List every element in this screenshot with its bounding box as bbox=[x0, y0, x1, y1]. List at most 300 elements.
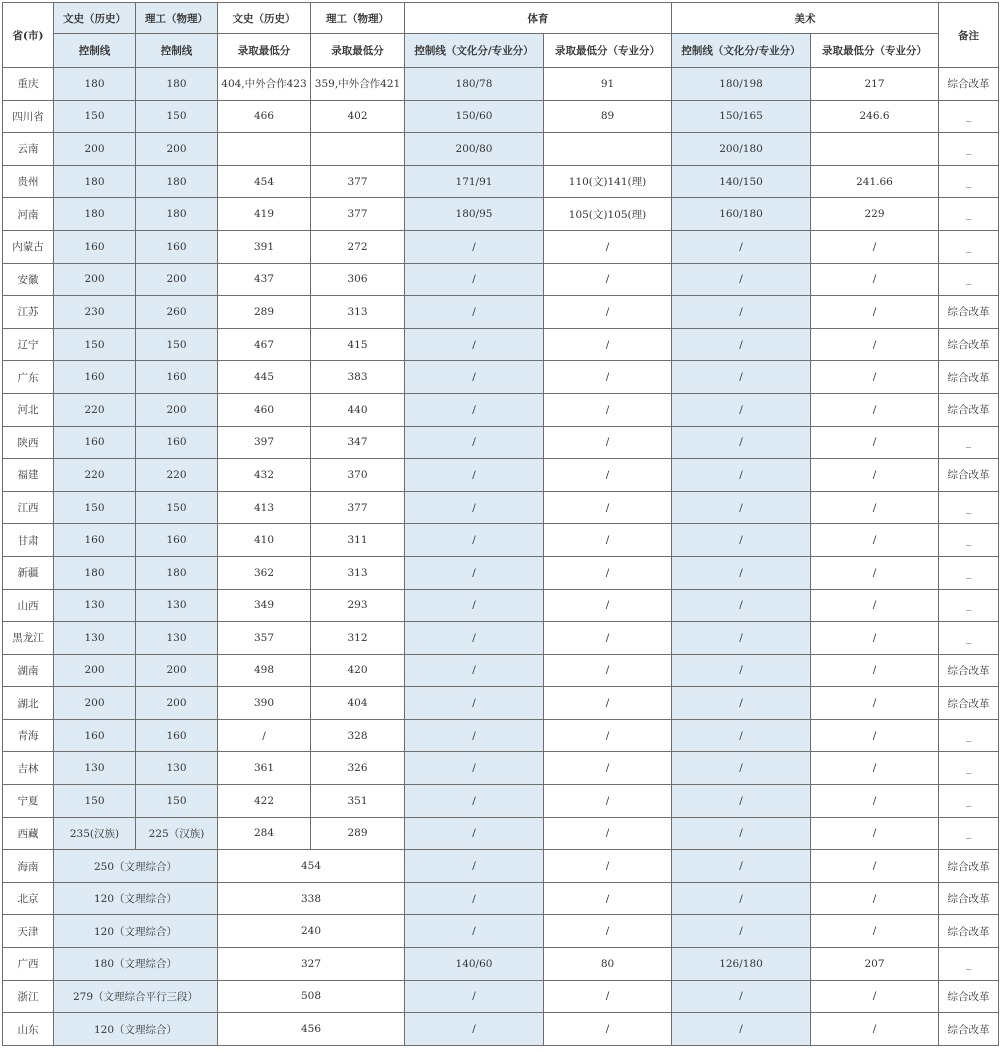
table-row bbox=[3, 785, 999, 818]
remark-cell: _ bbox=[939, 198, 999, 231]
art-min-cell: / bbox=[811, 915, 939, 948]
remark-cell: 综合改革 bbox=[939, 915, 999, 948]
remark-cell: 综合改革 bbox=[939, 68, 999, 101]
province-cell: 陕西 bbox=[3, 426, 54, 459]
table-row bbox=[3, 1013, 999, 1046]
li-control-cell: 150 bbox=[136, 785, 218, 818]
table-row bbox=[3, 198, 999, 231]
art-min-cell: / bbox=[811, 328, 939, 361]
province-cell: 福建 bbox=[3, 459, 54, 492]
wen-min-cell: 422 bbox=[218, 785, 311, 818]
table-row bbox=[3, 589, 999, 622]
table-row bbox=[3, 361, 999, 394]
art-control-cell: 126/180 bbox=[672, 948, 811, 981]
art-min-cell: / bbox=[811, 426, 939, 459]
combined-min-cell: 327 bbox=[218, 948, 405, 981]
province-cell: 安徽 bbox=[3, 263, 54, 296]
wen-min-cell: 498 bbox=[218, 654, 311, 687]
table-row bbox=[3, 459, 999, 492]
li-min-cell: 313 bbox=[311, 556, 405, 589]
table-row bbox=[3, 622, 999, 655]
art-control-cell: / bbox=[672, 328, 811, 361]
li-min-cell bbox=[311, 133, 405, 166]
remark-cell: 综合改革 bbox=[939, 328, 999, 361]
pe-control-cell: / bbox=[405, 915, 544, 948]
pe-control-cell: 150/60 bbox=[405, 100, 544, 133]
li-min-cell: 312 bbox=[311, 622, 405, 655]
pe-control-cell: 200/80 bbox=[405, 133, 544, 166]
li-control-cell: 200 bbox=[136, 263, 218, 296]
table-row bbox=[3, 328, 999, 361]
province-cell: 山西 bbox=[3, 589, 54, 622]
combined-control-cell: 279（文理综合平行三段） bbox=[54, 980, 218, 1013]
province-cell: 天津 bbox=[3, 915, 54, 948]
wen-control-cell: 150 bbox=[54, 100, 136, 133]
province-cell: 浙江 bbox=[3, 980, 54, 1013]
header-row-2 bbox=[3, 34, 999, 68]
li-min-cell: 313 bbox=[311, 296, 405, 329]
table-row bbox=[3, 980, 999, 1013]
combined-min-cell: 508 bbox=[218, 980, 405, 1013]
wen-min-cell: 410 bbox=[218, 524, 311, 557]
province-cell: 青海 bbox=[3, 719, 54, 752]
li-min-cell: 326 bbox=[311, 752, 405, 785]
art-control-cell: / bbox=[672, 719, 811, 752]
combined-min-cell: 456 bbox=[218, 1013, 405, 1046]
wen-min-cell: 445 bbox=[218, 361, 311, 394]
pe-control-cell: 180/78 bbox=[405, 68, 544, 101]
li-control-cell: 200 bbox=[136, 687, 218, 720]
table-row bbox=[3, 850, 999, 883]
pe-min-cell: 80 bbox=[544, 948, 672, 981]
pe-min-cell: / bbox=[544, 328, 672, 361]
pe-control-cell: 171/91 bbox=[405, 165, 544, 198]
combined-control-cell: 120（文理综合） bbox=[54, 915, 218, 948]
art-min-cell: / bbox=[811, 817, 939, 850]
combined-control-cell: 120（文理综合） bbox=[54, 882, 218, 915]
li-min-cell: 370 bbox=[311, 459, 405, 492]
pe-min-cell: / bbox=[544, 915, 672, 948]
art-control-cell: 180/198 bbox=[672, 68, 811, 101]
pe-min-cell: 110(文)141(理) bbox=[544, 165, 672, 198]
pe-min-cell: / bbox=[544, 752, 672, 785]
province-cell: 广西 bbox=[3, 948, 54, 981]
table-row bbox=[3, 491, 999, 524]
table-row bbox=[3, 719, 999, 752]
pe-control-cell: / bbox=[405, 328, 544, 361]
pe-min-cell: 91 bbox=[544, 68, 672, 101]
wen-control-cell: 160 bbox=[54, 426, 136, 459]
remark-cell: _ bbox=[939, 589, 999, 622]
remark-cell: _ bbox=[939, 230, 999, 263]
li-control-cell: 225（汉族) bbox=[136, 817, 218, 850]
combined-min-cell: 454 bbox=[218, 850, 405, 883]
wen-min-cell: 419 bbox=[218, 198, 311, 231]
art-min-cell: 241.66 bbox=[811, 165, 939, 198]
wen-min-cell bbox=[218, 133, 311, 166]
wen-min-cell: 362 bbox=[218, 556, 311, 589]
pe-control-cell: / bbox=[405, 882, 544, 915]
province-cell: 重庆 bbox=[3, 68, 54, 101]
art-min-cell: 246.6 bbox=[811, 100, 939, 133]
wen-min-cell: / bbox=[218, 719, 311, 752]
li-min-cell: 383 bbox=[311, 361, 405, 394]
wen-control-cell: 130 bbox=[54, 589, 136, 622]
art-control-cell: / bbox=[672, 393, 811, 426]
pe-control-cell: / bbox=[405, 719, 544, 752]
table-row bbox=[3, 817, 999, 850]
art-min-cell: / bbox=[811, 263, 939, 296]
pe-min-cell: / bbox=[544, 719, 672, 752]
wen-control-cell: 200 bbox=[54, 654, 136, 687]
pe-control-cell: / bbox=[405, 1013, 544, 1046]
table-row bbox=[3, 230, 999, 263]
table-row bbox=[3, 133, 999, 166]
li-control-cell: 160 bbox=[136, 361, 218, 394]
wen-min-cell: 467 bbox=[218, 328, 311, 361]
pe-min-cell: / bbox=[544, 882, 672, 915]
pe-control-cell: / bbox=[405, 263, 544, 296]
table-row bbox=[3, 654, 999, 687]
art-control-cell: / bbox=[672, 459, 811, 492]
pe-min-cell: / bbox=[544, 980, 672, 1013]
pe-min-cell bbox=[544, 133, 672, 166]
combined-control-cell: 120（文理综合） bbox=[54, 1013, 218, 1046]
remark-cell: 综合改革 bbox=[939, 980, 999, 1013]
li-control-cell: 180 bbox=[136, 556, 218, 589]
table-row bbox=[3, 752, 999, 785]
art-min-cell: / bbox=[811, 719, 939, 752]
pe-min-cell: / bbox=[544, 361, 672, 394]
pe-control-cell: / bbox=[405, 393, 544, 426]
li-min-cell: 306 bbox=[311, 263, 405, 296]
art-min-cell: / bbox=[811, 622, 939, 655]
remark-cell: _ bbox=[939, 622, 999, 655]
wen-min-cell: 404,中外合作423 bbox=[218, 68, 311, 101]
li-min-cell: 347 bbox=[311, 426, 405, 459]
li-physics-header: 理工（物理） bbox=[136, 3, 218, 34]
remark-cell: 综合改革 bbox=[939, 1013, 999, 1046]
art-control-cell: / bbox=[672, 556, 811, 589]
table-row bbox=[3, 296, 999, 329]
wen-control-cell: 160 bbox=[54, 230, 136, 263]
li-control-cell: 180 bbox=[136, 198, 218, 231]
province-cell: 甘肃 bbox=[3, 524, 54, 557]
province-cell: 宁夏 bbox=[3, 785, 54, 818]
art-min-cell: / bbox=[811, 459, 939, 492]
pe-control-cell: / bbox=[405, 622, 544, 655]
wen-control-cell: 150 bbox=[54, 491, 136, 524]
remark-cell: _ bbox=[939, 100, 999, 133]
pe-min-cell: 105(文)105(理) bbox=[544, 198, 672, 231]
pe-control-cell: / bbox=[405, 426, 544, 459]
li-physics-header-2: 理工（物理） bbox=[311, 3, 405, 34]
art-control-cell: / bbox=[672, 361, 811, 394]
li-control-cell: 130 bbox=[136, 752, 218, 785]
remark-cell: _ bbox=[939, 524, 999, 557]
province-header: 省(市) bbox=[3, 3, 54, 68]
wen-control-cell: 200 bbox=[54, 687, 136, 720]
wen-control-cell: 230 bbox=[54, 296, 136, 329]
li-min-cell: 311 bbox=[311, 524, 405, 557]
art-min-cell: / bbox=[811, 491, 939, 524]
province-cell: 四川省 bbox=[3, 100, 54, 133]
pe-control-header: 控制线（文化分/专业分） bbox=[405, 34, 544, 68]
pe-min-cell: / bbox=[544, 622, 672, 655]
art-min-cell: / bbox=[811, 393, 939, 426]
province-cell: 河北 bbox=[3, 393, 54, 426]
wen-control-cell: 180 bbox=[54, 165, 136, 198]
li-min-cell: 272 bbox=[311, 230, 405, 263]
pe-control-cell: / bbox=[405, 491, 544, 524]
li-min-cell: 402 bbox=[311, 100, 405, 133]
li-control-cell: 150 bbox=[136, 491, 218, 524]
art-min-cell: / bbox=[811, 882, 939, 915]
remark-cell: 综合改革 bbox=[939, 361, 999, 394]
pe-control-cell: / bbox=[405, 817, 544, 850]
art-min-cell: / bbox=[811, 524, 939, 557]
province-cell: 湖南 bbox=[3, 654, 54, 687]
pe-control-cell: / bbox=[405, 296, 544, 329]
wen-control-cell: 200 bbox=[54, 263, 136, 296]
remark-cell: _ bbox=[939, 752, 999, 785]
art-control-cell: / bbox=[672, 687, 811, 720]
wen-min-cell: 390 bbox=[218, 687, 311, 720]
li-control-cell: 200 bbox=[136, 133, 218, 166]
art-min-cell: 217 bbox=[811, 68, 939, 101]
li-control-cell: 160 bbox=[136, 426, 218, 459]
province-cell: 云南 bbox=[3, 133, 54, 166]
remark-cell: _ bbox=[939, 133, 999, 166]
pe-control-cell: / bbox=[405, 589, 544, 622]
pe-min-header: 录取最低分（专业分） bbox=[544, 34, 672, 68]
remark-cell: _ bbox=[939, 491, 999, 524]
pe-min-cell: / bbox=[544, 687, 672, 720]
admission-score-table bbox=[2, 2, 999, 1046]
wen-control-cell: 160 bbox=[54, 719, 136, 752]
pe-control-cell: / bbox=[405, 687, 544, 720]
wen-min-cell: 391 bbox=[218, 230, 311, 263]
pe-min-cell: / bbox=[544, 393, 672, 426]
art-min-cell: / bbox=[811, 1013, 939, 1046]
art-min-header: 录取最低分（专业分） bbox=[811, 34, 939, 68]
art-min-cell: / bbox=[811, 230, 939, 263]
li-control-cell: 150 bbox=[136, 100, 218, 133]
province-cell: 江苏 bbox=[3, 296, 54, 329]
combined-min-cell: 338 bbox=[218, 882, 405, 915]
wen-min-cell: 284 bbox=[218, 817, 311, 850]
pe-min-cell: / bbox=[544, 785, 672, 818]
wen-min-cell: 460 bbox=[218, 393, 311, 426]
pe-control-cell: / bbox=[405, 850, 544, 883]
li-control-cell: 160 bbox=[136, 524, 218, 557]
wen-control-cell: 150 bbox=[54, 785, 136, 818]
pe-min-cell: / bbox=[544, 230, 672, 263]
pe-min-cell: / bbox=[544, 459, 672, 492]
art-min-cell: / bbox=[811, 785, 939, 818]
art-min-cell: / bbox=[811, 654, 939, 687]
art-min-cell: 229 bbox=[811, 198, 939, 231]
art-control-cell: / bbox=[672, 980, 811, 1013]
province-cell: 西藏 bbox=[3, 817, 54, 850]
province-cell: 湖北 bbox=[3, 687, 54, 720]
li-control-cell: 150 bbox=[136, 328, 218, 361]
pe-control-cell: / bbox=[405, 361, 544, 394]
art-min-cell: / bbox=[811, 850, 939, 883]
wen-min-cell: 289 bbox=[218, 296, 311, 329]
wen-control-cell: 130 bbox=[54, 752, 136, 785]
li-min-cell: 293 bbox=[311, 589, 405, 622]
art-min-cell: / bbox=[811, 361, 939, 394]
wen-min-cell: 432 bbox=[218, 459, 311, 492]
li-control-cell: 160 bbox=[136, 719, 218, 752]
province-cell: 贵州 bbox=[3, 165, 54, 198]
li-min-cell: 328 bbox=[311, 719, 405, 752]
pe-min-cell: / bbox=[544, 850, 672, 883]
table-row bbox=[3, 100, 999, 133]
art-control-header: 控制线（文化分/专业分） bbox=[672, 34, 811, 68]
remark-cell: 综合改革 bbox=[939, 459, 999, 492]
wen-min-cell: 413 bbox=[218, 491, 311, 524]
li-control-cell: 180 bbox=[136, 68, 218, 101]
art-header: 美术 bbox=[672, 3, 939, 34]
li-control-cell: 180 bbox=[136, 165, 218, 198]
pe-control-cell: / bbox=[405, 785, 544, 818]
art-control-cell: / bbox=[672, 491, 811, 524]
wen-history-header-2: 文史（历史） bbox=[218, 3, 311, 34]
wen-min-cell: 454 bbox=[218, 165, 311, 198]
table-row bbox=[3, 882, 999, 915]
li-min-cell: 377 bbox=[311, 165, 405, 198]
li-min-cell: 351 bbox=[311, 785, 405, 818]
pe-min-cell: / bbox=[544, 817, 672, 850]
pe-control-cell: / bbox=[405, 230, 544, 263]
art-control-cell: / bbox=[672, 850, 811, 883]
wen-control-cell: 235(汉族) bbox=[54, 817, 136, 850]
pe-min-cell: / bbox=[544, 491, 672, 524]
wen-min-cell: 349 bbox=[218, 589, 311, 622]
art-min-cell bbox=[811, 133, 939, 166]
art-min-cell: / bbox=[811, 980, 939, 1013]
art-control-cell: / bbox=[672, 524, 811, 557]
remark-cell: _ bbox=[939, 426, 999, 459]
pe-min-cell: / bbox=[544, 589, 672, 622]
province-cell: 黑龙江 bbox=[3, 622, 54, 655]
pe-min-cell: / bbox=[544, 263, 672, 296]
pe-control-cell: / bbox=[405, 752, 544, 785]
art-min-cell: / bbox=[811, 589, 939, 622]
pe-min-cell: / bbox=[544, 1013, 672, 1046]
art-control-cell: / bbox=[672, 589, 811, 622]
wen-control-cell: 220 bbox=[54, 393, 136, 426]
remark-cell: _ bbox=[939, 165, 999, 198]
pe-control-cell: / bbox=[405, 654, 544, 687]
wen-min-cell: 397 bbox=[218, 426, 311, 459]
remark-cell: 综合改革 bbox=[939, 850, 999, 883]
province-cell: 新疆 bbox=[3, 556, 54, 589]
table-row bbox=[3, 524, 999, 557]
li-control-cell: 160 bbox=[136, 230, 218, 263]
wen-history-header: 文史（历史） bbox=[54, 3, 136, 34]
wen-control-cell: 200 bbox=[54, 133, 136, 166]
li-min-cell: 415 bbox=[311, 328, 405, 361]
art-min-cell: / bbox=[811, 687, 939, 720]
remark-cell: _ bbox=[939, 263, 999, 296]
table-row bbox=[3, 948, 999, 981]
wen-control-cell: 180 bbox=[54, 198, 136, 231]
pe-min-cell: / bbox=[544, 296, 672, 329]
table-row bbox=[3, 263, 999, 296]
li-min-cell: 289 bbox=[311, 817, 405, 850]
remark-header: 备注 bbox=[939, 3, 999, 68]
province-cell: 海南 bbox=[3, 850, 54, 883]
li-min-cell: 440 bbox=[311, 393, 405, 426]
wen-min-cell: 437 bbox=[218, 263, 311, 296]
table-row bbox=[3, 556, 999, 589]
table-row bbox=[3, 687, 999, 720]
wen-control-cell: 130 bbox=[54, 622, 136, 655]
li-min-cell: 377 bbox=[311, 198, 405, 231]
province-cell: 江西 bbox=[3, 491, 54, 524]
art-control-cell: / bbox=[672, 230, 811, 263]
art-control-cell: / bbox=[672, 622, 811, 655]
wen-control-cell: 180 bbox=[54, 68, 136, 101]
pe-min-cell: / bbox=[544, 524, 672, 557]
province-cell: 广东 bbox=[3, 361, 54, 394]
combined-control-cell: 250（文理综合） bbox=[54, 850, 218, 883]
art-min-cell: / bbox=[811, 752, 939, 785]
wen-control-cell: 180 bbox=[54, 556, 136, 589]
art-control-cell: / bbox=[672, 296, 811, 329]
pe-control-cell: / bbox=[405, 980, 544, 1013]
province-cell: 吉林 bbox=[3, 752, 54, 785]
wen-control-cell: 160 bbox=[54, 524, 136, 557]
li-min-cell: 420 bbox=[311, 654, 405, 687]
art-control-cell: 160/180 bbox=[672, 198, 811, 231]
pe-control-cell: 180/95 bbox=[405, 198, 544, 231]
art-control-cell: 140/150 bbox=[672, 165, 811, 198]
min-score-header-2: 录取最低分 bbox=[311, 34, 405, 68]
remark-cell: _ bbox=[939, 556, 999, 589]
li-control-cell: 260 bbox=[136, 296, 218, 329]
table-body bbox=[3, 68, 999, 1046]
art-min-cell: / bbox=[811, 556, 939, 589]
wen-min-cell: 357 bbox=[218, 622, 311, 655]
pe-control-cell: 140/60 bbox=[405, 948, 544, 981]
art-control-cell: 150/165 bbox=[672, 100, 811, 133]
province-cell: 山东 bbox=[3, 1013, 54, 1046]
wen-control-cell: 150 bbox=[54, 328, 136, 361]
province-cell: 辽宁 bbox=[3, 328, 54, 361]
art-control-cell: / bbox=[672, 1013, 811, 1046]
pe-control-cell: / bbox=[405, 459, 544, 492]
province-cell: 内蒙古 bbox=[3, 230, 54, 263]
art-control-cell: / bbox=[672, 785, 811, 818]
province-cell: 河南 bbox=[3, 198, 54, 231]
wen-min-cell: 466 bbox=[218, 100, 311, 133]
li-min-cell: 377 bbox=[311, 491, 405, 524]
li-min-cell: 359,中外合作421 bbox=[311, 68, 405, 101]
table-row bbox=[3, 68, 999, 101]
pe-min-cell: / bbox=[544, 556, 672, 589]
control-line-header-2: 控制线 bbox=[136, 34, 218, 68]
combined-control-cell: 180（文理综合） bbox=[54, 948, 218, 981]
table-row bbox=[3, 426, 999, 459]
control-line-header: 控制线 bbox=[54, 34, 136, 68]
li-control-cell: 130 bbox=[136, 622, 218, 655]
li-control-cell: 200 bbox=[136, 393, 218, 426]
pe-header: 体育 bbox=[405, 3, 672, 34]
